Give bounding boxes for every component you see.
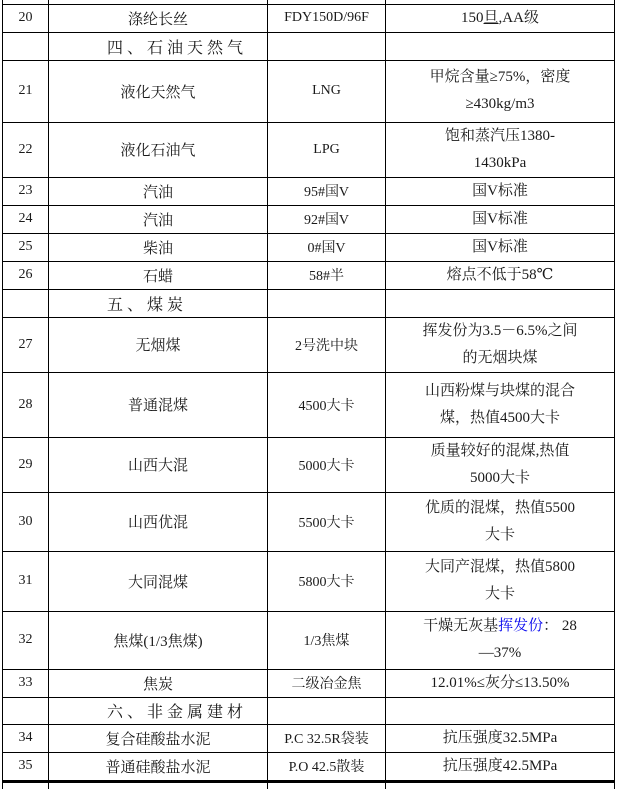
empty-spec-cell [268,32,386,60]
spec-cell: 5000大卡 [268,437,386,492]
description-text: 5000大卡 [469,469,530,486]
row-number-cell: 31 [3,551,49,611]
row-number-cell: 34 [3,724,49,752]
spec-cell: 0#国V [268,233,386,261]
commodity-name-cell: 普通硅酸盐水泥 [49,752,268,781]
row-number-cell: 30 [3,492,49,551]
row-number-cell: 23 [3,177,49,205]
row-number-cell: 29 [3,437,49,492]
row-number-cell: 20 [3,4,49,32]
section-title: 四、石油天然气 [49,32,268,60]
row-number-cell: 21 [3,60,49,122]
table-row [3,4,615,32]
row-number-cell: 26 [3,261,49,289]
table-row [3,317,615,372]
description-line [386,234,614,261]
table-row [3,752,615,781]
spec-cell: 2号洗中块 [268,317,386,372]
description-line [386,5,614,32]
empty-cell [386,781,615,789]
commodity-name-cell: 柴油 [49,233,268,261]
table-body [3,0,615,789]
spec-cell: 二级冶金焦 [268,669,386,697]
description-line [386,495,614,522]
description-cell [386,551,615,611]
description-line [386,64,614,91]
row-number-cell: 24 [3,205,49,233]
description-cell [386,60,615,122]
description-cell [386,317,615,372]
commodity-name-cell: 液化石油气 [49,122,268,177]
description-text: 优质的混煤，热值5500 [424,499,575,516]
description-text: ： 28 [543,618,577,634]
description-text: 的无烟块煤 [462,349,538,366]
description-text: 1430kPa [473,154,527,171]
description-cell [386,261,615,289]
commodity-name-cell: 石蜡 [49,261,268,289]
description-text: 饱和蒸汽压1380- [445,127,555,144]
spec-cell: LPG [268,122,386,177]
description-text: 山西粉煤与块煤的混合 [424,382,575,399]
description-cell [386,724,615,752]
description-line [386,613,614,640]
row-number-cell: 28 [3,372,49,437]
empty-spec-cell [268,289,386,317]
description-line [386,345,614,372]
description-text: 12.01%≤灰分≤13.50% [430,674,570,691]
description-text: —37% [478,645,522,661]
description-text: 干燥无灰基 [423,618,499,634]
description-line [386,522,614,549]
spec-cell: FDY150D/96F [268,4,386,32]
description-text: 国V标准 [472,210,528,227]
table-row [3,60,615,122]
table-row [3,372,615,437]
spec-cell: LNG [268,60,386,122]
table-row [3,492,615,551]
row-number-cell: 35 [3,752,49,781]
description-cell [386,205,615,233]
commodity-name-cell: 无烟煤 [49,317,268,372]
table-row [3,724,615,752]
description-line [386,123,614,150]
description-line [386,670,614,697]
description-text: 质量较好的混煤,热值 [430,442,570,459]
description-line [386,405,614,432]
spec-cell: 4500大卡 [268,372,386,437]
description-line [386,91,614,118]
section-row [3,289,615,317]
row-number-cell: 33 [3,669,49,697]
description-line [386,262,614,289]
table-row [3,437,615,492]
description-text: 150 [461,9,484,26]
description-cell [386,372,615,437]
table-row [3,177,615,205]
description-text: 抗压强度42.5MPa [442,757,558,774]
commodity-name-cell: 汽油 [49,205,268,233]
section-row [3,697,615,724]
spec-cell: 92#国V [268,205,386,233]
description-text: 煤，热值4500大卡 [439,409,560,426]
commodity-name-cell: 涤纶长丝 [49,4,268,32]
partial-row-bottom [3,781,615,789]
commodity-name-cell: 液化天然气 [49,60,268,122]
commodity-name-cell: 复合硅酸盐水泥 [49,724,268,752]
description-cell [386,492,615,551]
commodity-name-cell: 大同混煤 [49,551,268,611]
description-cell [386,233,615,261]
description-line [386,581,614,608]
table-row [3,551,615,611]
description-line [386,640,614,667]
empty-desc-cell [386,32,615,60]
spec-cell: 1/3焦煤 [268,611,386,669]
description-text: 熔点不低于58℃ [446,266,554,283]
section-row [3,32,615,60]
spec-cell: 5800大卡 [268,551,386,611]
table-row [3,205,615,233]
empty-cell [49,781,268,789]
spec-cell: 5500大卡 [268,492,386,551]
spec-cell: 58#半 [268,261,386,289]
description-line [386,150,614,177]
description-cell [386,122,615,177]
description-text: ,AA级 [498,9,539,26]
table-row [3,122,615,177]
description-text: 甲烷含量≥75%，密度 [429,69,571,85]
description-cell [386,177,615,205]
spec-cell: P.O 42.5散装 [268,752,386,781]
description-text: 国V标准 [472,182,528,199]
description-text: 国V标准 [472,238,528,255]
commodity-name-cell: 汽油 [49,177,268,205]
commodity-name-cell: 山西优混 [49,492,268,551]
row-number-cell [3,697,49,724]
commodity-name-cell: 普通混煤 [49,372,268,437]
section-title: 五、煤炭 [49,289,268,317]
empty-desc-cell [386,289,615,317]
table-row [3,611,615,669]
description-text: 大同产混煤，热值5800 [424,559,575,575]
description-line [386,554,614,581]
description-line [386,438,614,465]
row-number-cell: 22 [3,122,49,177]
empty-cell [268,781,386,789]
description-text: 大卡 [484,526,515,543]
description-line [386,318,614,345]
description-line [386,178,614,205]
row-number-cell [3,289,49,317]
commodity-spec-table [2,0,615,789]
description-line [386,465,614,492]
table-row [3,669,615,697]
description-cell [386,4,615,32]
spec-cell: P.C 32.5R袋装 [268,724,386,752]
commodity-name-cell: 焦煤(1/3焦煤) [49,611,268,669]
section-title: 六、非金属建材 [49,697,268,724]
description-text: 抗压强度32.5MPa [442,729,558,746]
row-number-cell [3,32,49,60]
description-text: 大卡 [484,586,515,602]
empty-spec-cell [268,697,386,724]
description-line [386,378,614,405]
description-cell [386,669,615,697]
description-line [386,753,614,780]
empty-cell [3,781,49,789]
description-line [386,725,614,752]
row-number-cell: 25 [3,233,49,261]
description-line [386,206,614,233]
commodity-name-cell: 山西大混 [49,437,268,492]
table-row [3,233,615,261]
commodity-name-cell: 焦炭 [49,669,268,697]
row-number-cell: 27 [3,317,49,372]
row-number-cell: 32 [3,611,49,669]
description-text: ≥430kg/m3 [465,96,535,112]
table-row [3,261,615,289]
spec-cell: 95#国V [268,177,386,205]
description-cell [386,437,615,492]
empty-desc-cell [386,697,615,724]
description-text: 挥发份为3.5－6.5%之间 [422,322,578,339]
volatile-matter-link[interactable]: 挥发份 [498,618,544,634]
description-cell [386,752,615,781]
denier-underlined-text[interactable]: 旦 [483,9,499,26]
description-cell [386,611,615,669]
